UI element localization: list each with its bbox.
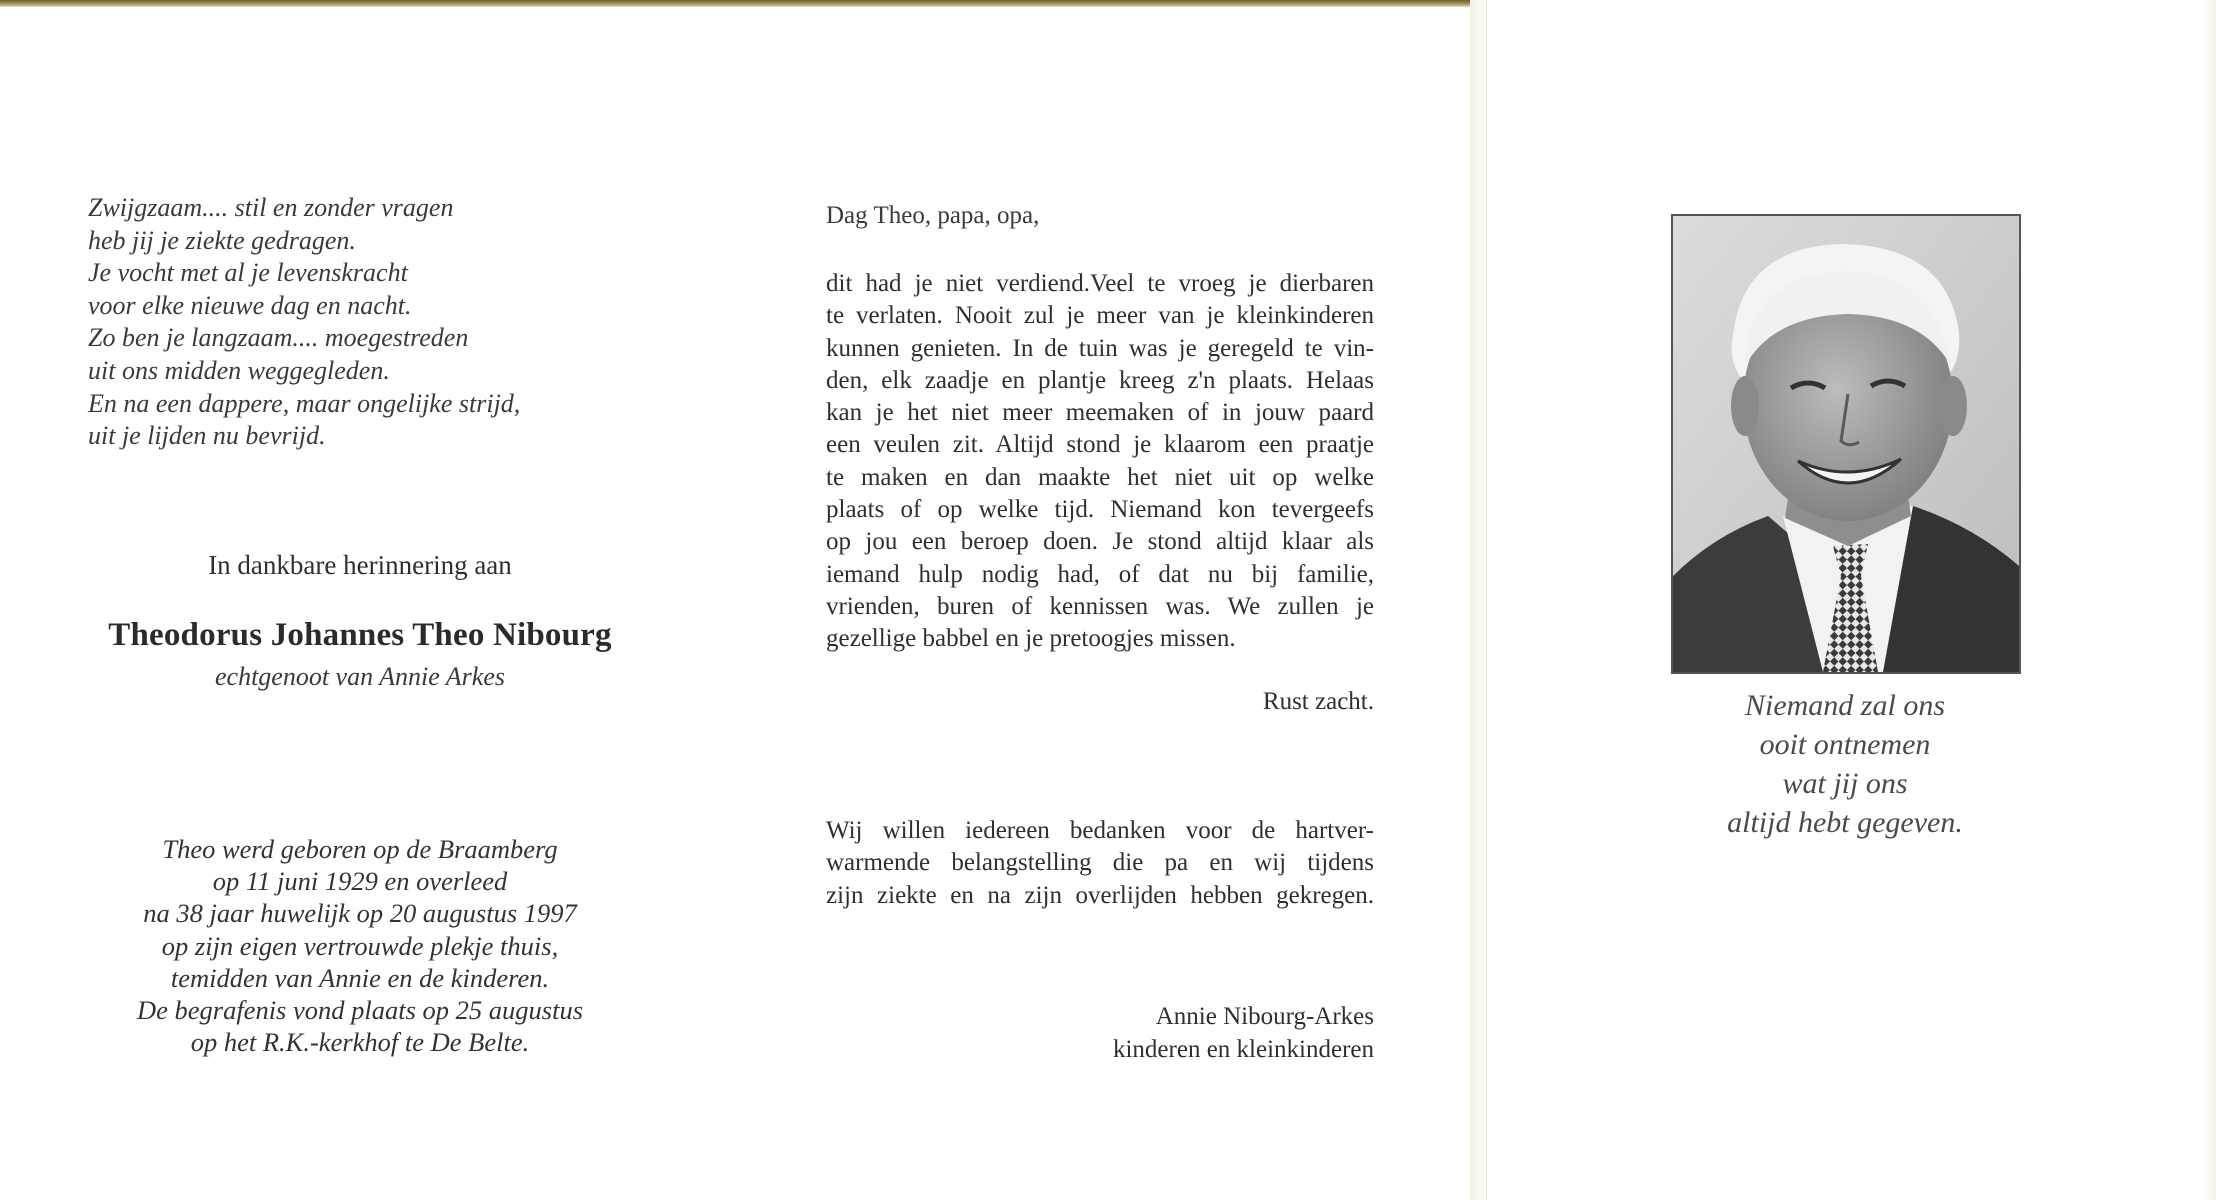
bio-line: na 38 jaar huwelijk op 20 augustus 1997 [143,898,577,929]
thanks-line: Wij willen iedereen bedanken voor de hartver- [826,817,1374,844]
letter-line: vrienden, buren of kennissen was. We zullen je [826,592,1374,620]
letter-line: kunnen genieten. In de tuin was je geregeld te vin- [826,334,1374,362]
memorial-quote [1600,686,2090,842]
top-edge-shadow [0,0,1470,7]
quote-line: wat jij ons [1782,767,1908,800]
signature-relatives: kinderen en kleinkinderen [1112,1036,1374,1063]
biography [0,833,720,1058]
card-right-edge [2202,0,2216,1200]
poem-line: heb jij je ziekte gedragen. [88,225,356,255]
signature [826,1000,1374,1066]
letter-line: plaats of op welke tijd. Niemand kon tevergeefs [826,496,1374,524]
quote-line: altijd hebt gegeven. [1727,806,1963,839]
letter-line: te maken en dan maakte het niet uit op welke [826,463,1374,491]
portrait-photo [1671,214,2021,674]
poem-line: uit ons midden weggegleden. [88,355,390,385]
deceased-name: Theodorus Johannes Theo Nibourg [108,617,612,653]
signature-family: Annie Nibourg-Arkes [1155,1003,1374,1030]
letter-line: den, elk zaadje en plantje kreeg z'n plaats. Helaas [826,366,1374,394]
bio-line: temidden van Annie en de kinderen. [170,962,550,993]
memorial-intro: In dankbare herinnering aan [208,550,512,580]
spouse-line: echtgenoot van Annie Arkes [214,662,505,691]
thanks-line: warmende belangstelling die pa en wij tijdens [826,849,1374,877]
quote-line: ooit ontnemen [1759,728,1931,761]
bio-line: op 11 juni 1929 en overleed [212,866,508,897]
poem-line: En na een dappere, maar ongelijke strijd, [88,388,521,418]
card-fold [1470,0,1486,1200]
letter-line: dit had je niet verdiend.Veel te vroeg je dierbaren [826,270,1374,297]
letter-closing: Rust zacht. [1262,688,1374,715]
quote-line: Niemand zal ons [1744,689,1945,722]
bio-line: Theo werd geboren op de Braamberg [162,834,558,864]
letter-line: een veulen zit. Altijd stond je klaarom een praatje [826,431,1374,459]
poem [88,192,648,453]
bio-line: op zijn eigen vertrouwde plekje thuis, [161,930,559,961]
thanks-paragraph [826,815,1374,912]
letter-line: iemand hulp nodig had, of dat nu bij familie, [826,560,1374,588]
letter-body [826,268,1374,656]
letter-line: gezellige babbel en je pretoogjes missen. [826,625,1236,653]
letter-greeting: Dag Theo, papa, opa, [826,202,1040,229]
poem-line: Zwijgzaam.... stil en zonder vragen [88,193,454,222]
bio-line: De begrafenis vond plaats op 25 augustus [136,995,584,1026]
portrait-illustration [1673,216,2019,672]
letter-line: te verlaten. Nooit zul je meer van je kleinkinderen [826,302,1374,330]
poem-line: Zo ben je langzaam.... moegestreden [88,323,469,353]
bio-line: op het R.K.-kerkhof te De Belte. [190,1027,530,1058]
letter-line: op jou een beroep doen. Je stond altijd klaar als [826,528,1374,556]
poem-line: Je vocht met al je levenskracht [88,258,408,288]
letter-line: kan je het niet meer meemaken of in jouw paard [826,399,1374,427]
poem-line: voor elke nieuwe dag en nacht. [88,290,412,320]
thanks-line: zijn ziekte en na zijn overlijden hebben gekregen. [826,881,1374,909]
poem-line: uit je lijden nu bevrijd. [88,421,326,451]
